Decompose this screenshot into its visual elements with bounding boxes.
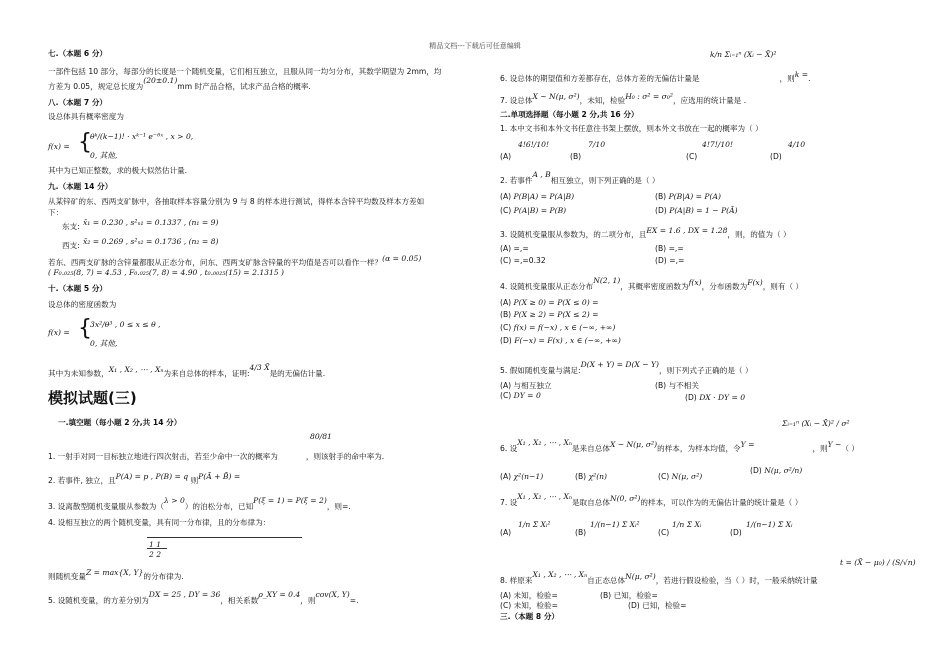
c7-option-a-value: 1/n Σ Xᵢ² (518, 520, 551, 529)
c8-statistic: t = (X̄ − μ₀) / (S/√n) (840, 558, 916, 567)
c7-option-b: (B) (575, 528, 587, 537)
fill-q3: 3. 设离散型随机变量服从参数为（λ > 0）的泊松分布，已知P(ξ = 1) = P(ξ = 2)，则=. (48, 496, 351, 511)
fill-q1: 1. 一射手对同一目标独立地进行四次射击，若至少命中一次的概率为 ，则该射手的命中率为. (48, 452, 385, 461)
choice-q3: 3. 设随机变量服从参数为，的二项分布，且EX = 1.6 , DX = 1.28，则，的值为（ ） (500, 226, 791, 239)
fill-q6: 6. 设总体的期望值和方差都存在，总体方差的无偏估计量是 ，则k =. (500, 70, 811, 83)
q8-case-1: θᵏ/(k−1)! · xᵏ⁻¹ e⁻ᶿˣ , x > 0, (90, 132, 194, 141)
c4-option-a: (A) P(X ≥ 0) = P(X ≤ 0) = (500, 298, 599, 307)
c2-option-b: (B) P(B|A) = P(A) (655, 192, 721, 201)
c1-option-c: (C) (686, 152, 698, 161)
section-heading: 模拟试题(三) (48, 389, 137, 407)
q10-density-lhs: f(x) = (48, 328, 70, 337)
c1-option-d: (D) (770, 152, 782, 161)
q8-case-2: 0, 其他, (90, 151, 118, 160)
c3-option-b: (B) =,= (655, 244, 684, 253)
c3-option-c: (C) =,=0.32 (500, 256, 546, 265)
c8-option-a: (A) 未知，检验= (500, 591, 558, 600)
c2-option-d: (D) P(A|B) = 1 − P(Ā) (655, 206, 738, 215)
fill-q7: 7. 设总体X ~ N(μ, σ²)，未知，检验H₀ : σ² = σ₀²，应选用的统计量是 . (500, 92, 747, 105)
f1-fraction: 80/81 (310, 432, 332, 441)
q9-text-2: 若东、西两支矿脉的含锌量都服从正态分布，问东、西两支矿脉含锌量的平均值是否可以看作一样？(α = 0.05) (48, 254, 422, 267)
c1-option-d-value: 4/10 (788, 140, 806, 149)
choice-q4: 4. 设随机变量服从正态分布N(2, 1)，其概率密度函数为f(x)，分布函数为F(x)，则有（ ） (500, 276, 804, 291)
q9-title: 九.（本题 14 分） (48, 182, 113, 191)
c7-option-b-value: 1/(n−1) Σ Xᵢ² (590, 520, 640, 529)
c8-option-c: (C) 未知，检验= (500, 601, 558, 610)
c7-option-d: (D) (730, 528, 742, 537)
q9-east-data: x̄₁ = 0.230 , s²ₙ₁ = 0.1337 , (n₁ = 9) (83, 218, 219, 227)
c7-option-d-value: 1/(n−1) Σ Xᵢ (746, 520, 793, 529)
q10-text-1: 设总体的密度函数为 (48, 300, 117, 309)
q10-text-2: 其中为未知参数，X₁ , X₂ , ⋯ , Xₙ为来自总体的样本，证明:4/3 X̄是的无偏估计量. (48, 363, 326, 378)
q9-west-label: 西支: (62, 241, 80, 250)
dist-table-numerators: 1 1 (149, 540, 162, 549)
choice-q6: 6. 设X₁ , X₂ , ⋯ , Xₙ是来自总体X ~ N(μ, σ²)的样本，为样本均值，令Y = ，则Y ~（ ） (500, 438, 860, 453)
c5-option-b: (B) 与不相关 (655, 381, 699, 390)
q8-density-lhs: f(x) = (48, 142, 70, 151)
dist-frac-bar (147, 548, 167, 549)
c8-option-b: (B) 已知，检验= (600, 591, 658, 600)
c1-option-c-value: 4!7!/10! (702, 140, 734, 149)
q10-case-2: 0, 其他, (90, 339, 118, 348)
c3-option-a: (A) =,= (500, 244, 529, 253)
c6-option-b: (B) χ²(n) (575, 472, 608, 481)
c1-option-a: (A) (500, 152, 512, 161)
c4-option-c: (C) f(x) = f(−x) , x ∈ (−∞, +∞) (500, 323, 616, 332)
c1-option-b-value: 7/10 (588, 140, 606, 149)
q7-title: 七.（本题 6 分） (48, 49, 108, 58)
fill-q4: 4. 设相互独立的两个随机变量，具有同一分布律，且的分布律为： (48, 518, 271, 527)
c5-option-a: (A) 与相互独立 (500, 381, 552, 390)
c7-option-c: (C) (658, 528, 670, 537)
q10-case-1: 3x²/θ³ , 0 ≤ x ≤ θ , (90, 320, 161, 329)
c7-option-c-value: 1/n Σ Xᵢ (672, 520, 702, 529)
q8-brace: { (78, 130, 92, 155)
c6-option-d: (D) N(μ, σ²/n) (750, 466, 803, 475)
c5-option-c: (C) DY = 0 (500, 391, 541, 400)
choice-q1: 1. 本中文书和本外文书任意往书架上摆放，则本外文书放在一起的概率为（ ） (500, 124, 763, 133)
q7-text-2: 方差为 0.05，规定总长度为(20±0.1)mm 时产品合格，试求产品合格的概率. (48, 76, 311, 91)
c2-option-c: (C) P(A|B) = P(B) (500, 206, 567, 215)
q8-text-1: 设总体具有概率密度为 (48, 112, 124, 121)
choice-title: 二.单项选择题（每小题 2 分,共 16 分） (500, 110, 639, 119)
c1-option-a-value: 4!6!/10! (518, 140, 550, 149)
c6-option-c: (C) N(μ, σ²) (658, 472, 703, 481)
c7-option-a: (A) (500, 528, 512, 537)
c3-option-d: (D) =,= (655, 256, 685, 265)
c4-option-b: (B) P(X ≥ 2) = P(X ≤ 2) = (500, 310, 599, 319)
q9-tables: ( F₀.₀₂₅(8, 7) = 4.53 , F₀.₀₂₅(7, 8) = 4.90 , t₀.₀₀₂₅(15) = 2.1315 ) (48, 268, 285, 277)
q9-text-1b: 下： (48, 208, 64, 217)
page-header: 精品文档---下载后可任意编辑 (429, 42, 521, 50)
variance-estimator: k/n Σᵢ₌₁ⁿ (Xᵢ − X̄)² (710, 50, 777, 59)
c6-statistic: Σᵢ₌₁ⁿ (Xᵢ − X̄)² / σ² (782, 419, 850, 428)
choice-q2: 2. 若事件A , B相互独立，则下列正确的是（ ） (500, 170, 660, 185)
choice-q7: 7. 设X₁ , X₂ , ⋯ , Xₙ是取自总体N(0, σ²)的样本，可以作为的无偏估计量的统计量是（ ） (500, 492, 803, 507)
c6-option-a: (A) χ²(n−1) (500, 472, 544, 481)
q10-brace: { (78, 316, 92, 341)
c8-option-d: (D) 已知，检验= (628, 601, 687, 610)
q10-title: 十.（本题 5 分） (48, 284, 108, 293)
fill-q4b: 则随机变量Z = max{X, Y}的分布律为. (48, 568, 184, 581)
c1-option-b: (B) (570, 152, 582, 161)
q9-text-1: 从某锌矿的东、西两支矿脉中，各抽取样本容量分别为 9 与 8 的样本进行测试，得样本含锌平均数及样本方差如 (48, 197, 425, 206)
fill-blank-title: 一.填空题（每小题 2 分,共 14 分） (58, 418, 182, 427)
fill-q2: 2. 若事件, 独立，且P(A) = p , P(B) = q 则P(Ā + B̄) = (48, 472, 241, 485)
q8-title: 八.（本题 7 分） (48, 98, 108, 107)
c4-option-d: (D) F(−x) = F(x) , x ∈ (−∞, +∞) (500, 336, 621, 345)
choice-q5: 5. 假如随机变量与满足:D(X + Y) = D(X − Y)，则下列式子正确的是（ ） (500, 360, 753, 375)
fill-q5: 5. 设随机变量，的方差分别为DX = 25 , DY = 36，相关系数ρ_XY = 0.4，则cov(X, Y)=. (48, 590, 359, 605)
q8-text-2: 其中为已知正整数，求的极大似然估计量. (48, 166, 188, 175)
section-three-title: 三.（本题 8 分） (500, 612, 560, 621)
choice-q8: 8. 样原来X₁ , X₂ , ⋯ , Xₙ自正态总体N(μ, σ²)，若进行假设检验，当（ ）时，一般采纳统计量 (500, 570, 818, 585)
q9-west-data: x̄₂ = 0.269 , s²ₙ₂ = 0.1736 , (n₂ = 8) (83, 237, 219, 246)
q9-east-label: 东支: (62, 222, 80, 231)
dist-table-denominators: 2 2 (149, 550, 162, 559)
dist-table-rule (147, 537, 302, 538)
c2-option-a: (A) P(B|A) = P(A|B) (500, 192, 575, 201)
q7-text-1: 一部件包括 10 部分，每部分的长度是一个随机变量，它们相互独立，且服从同一均匀分布，其数学期望为 2mm，均 (48, 67, 442, 76)
c5-option-d: (D) DX · DY = 0 (685, 393, 746, 402)
